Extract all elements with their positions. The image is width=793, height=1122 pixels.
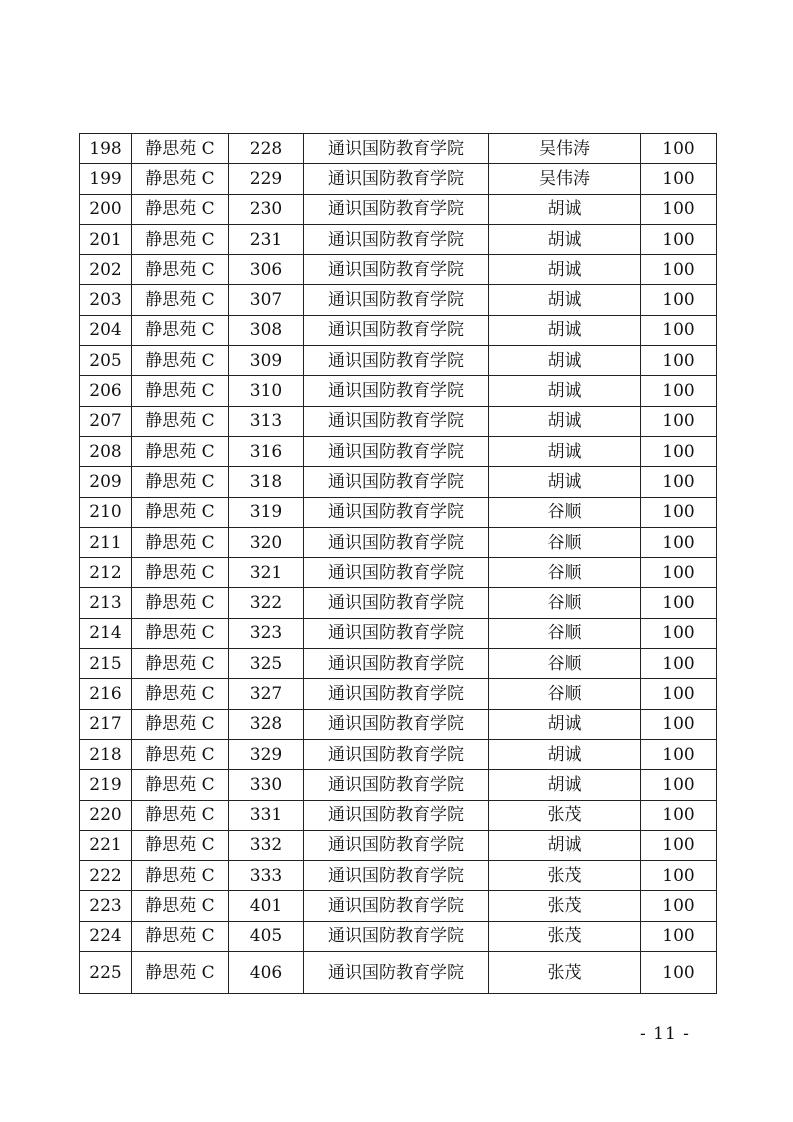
score-cell: 100 [641,285,717,315]
row-number-cell: 199 [80,164,132,194]
building-cell: 静思苑 C [132,436,229,466]
building-cell: 静思苑 C [132,891,229,921]
person-name-cell: 张茂 [489,861,641,891]
room-number-cell: 318 [229,467,304,497]
score-cell: 100 [641,588,717,618]
building-cell: 静思苑 C [132,134,229,164]
score-cell: 100 [641,497,717,527]
room-number-cell: 405 [229,921,304,951]
person-name-cell: 胡诚 [489,830,641,860]
row-number-cell: 218 [80,739,132,769]
room-number-cell: 332 [229,830,304,860]
person-name-cell: 胡诚 [489,770,641,800]
score-cell: 100 [641,618,717,648]
building-cell: 静思苑 C [132,558,229,588]
building-cell: 静思苑 C [132,194,229,224]
room-number-cell: 319 [229,497,304,527]
row-number-cell: 216 [80,679,132,709]
row-number-cell: 207 [80,406,132,436]
room-number-cell: 329 [229,739,304,769]
table-row [80,770,717,800]
building-cell: 静思苑 C [132,588,229,618]
person-name-cell: 谷顺 [489,588,641,618]
table-row [80,891,717,921]
person-name-cell: 谷顺 [489,558,641,588]
table-row [80,527,717,557]
person-name-cell: 谷顺 [489,527,641,557]
row-number-cell: 198 [80,134,132,164]
college-cell: 通识国防教育学院 [304,921,489,951]
table-row [80,255,717,285]
row-number-cell: 210 [80,497,132,527]
row-number-cell: 219 [80,770,132,800]
room-number-cell: 328 [229,709,304,739]
person-name-cell: 胡诚 [489,436,641,466]
table-row [80,285,717,315]
score-cell: 100 [641,436,717,466]
table-row [80,679,717,709]
person-name-cell: 胡诚 [489,709,641,739]
row-number-cell: 206 [80,376,132,406]
score-cell: 100 [641,315,717,345]
person-name-cell: 吴伟涛 [489,164,641,194]
college-cell: 通识国防教育学院 [304,224,489,254]
table-row [80,436,717,466]
building-cell: 静思苑 C [132,376,229,406]
building-cell: 静思苑 C [132,649,229,679]
college-cell: 通识国防教育学院 [304,376,489,406]
building-cell: 静思苑 C [132,406,229,436]
table-row [80,315,717,345]
college-cell: 通识国防教育学院 [304,618,489,648]
building-cell: 静思苑 C [132,921,229,951]
building-cell: 静思苑 C [132,346,229,376]
college-cell: 通识国防教育学院 [304,164,489,194]
person-name-cell: 胡诚 [489,194,641,224]
score-cell: 100 [641,770,717,800]
score-cell: 100 [641,921,717,951]
building-cell: 静思苑 C [132,255,229,285]
building-cell: 静思苑 C [132,285,229,315]
room-number-cell: 320 [229,527,304,557]
person-name-cell: 胡诚 [489,224,641,254]
table-row [80,588,717,618]
score-cell: 100 [641,406,717,436]
score-cell: 100 [641,679,717,709]
row-number-cell: 225 [80,952,132,994]
score-cell: 100 [641,891,717,921]
college-cell: 通识国防教育学院 [304,709,489,739]
building-cell: 静思苑 C [132,952,229,994]
score-cell: 100 [641,134,717,164]
table-row [80,921,717,951]
table-row [80,346,717,376]
table-row [80,194,717,224]
score-cell: 100 [641,376,717,406]
college-cell: 通识国防教育学院 [304,800,489,830]
building-cell: 静思苑 C [132,497,229,527]
building-cell: 静思苑 C [132,467,229,497]
row-number-cell: 201 [80,224,132,254]
college-cell: 通识国防教育学院 [304,861,489,891]
building-cell: 静思苑 C [132,679,229,709]
college-cell: 通识国防教育学院 [304,679,489,709]
building-cell: 静思苑 C [132,224,229,254]
room-number-cell: 331 [229,800,304,830]
person-name-cell: 吴伟涛 [489,134,641,164]
building-cell: 静思苑 C [132,800,229,830]
row-number-cell: 217 [80,709,132,739]
college-cell: 通识国防教育学院 [304,739,489,769]
person-name-cell: 胡诚 [489,315,641,345]
college-cell: 通识国防教育学院 [304,346,489,376]
college-cell: 通识国防教育学院 [304,315,489,345]
college-cell: 通识国防教育学院 [304,558,489,588]
room-number-cell: 309 [229,346,304,376]
person-name-cell: 谷顺 [489,497,641,527]
building-cell: 静思苑 C [132,830,229,860]
building-cell: 静思苑 C [132,861,229,891]
college-cell: 通识国防教育学院 [304,285,489,315]
row-number-cell: 209 [80,467,132,497]
table-row [80,406,717,436]
table-row [80,467,717,497]
person-name-cell: 胡诚 [489,255,641,285]
score-cell: 100 [641,800,717,830]
building-cell: 静思苑 C [132,770,229,800]
row-number-cell: 205 [80,346,132,376]
table-row [80,618,717,648]
college-cell: 通识国防教育学院 [304,467,489,497]
score-cell: 100 [641,558,717,588]
row-number-cell: 221 [80,830,132,860]
college-cell: 通识国防教育学院 [304,891,489,921]
person-name-cell: 张茂 [489,952,641,994]
room-number-cell: 322 [229,588,304,618]
room-number-cell: 230 [229,194,304,224]
table-row [80,830,717,860]
person-name-cell: 胡诚 [489,467,641,497]
room-number-cell: 330 [229,770,304,800]
room-number-cell: 321 [229,558,304,588]
score-cell: 100 [641,739,717,769]
person-name-cell: 张茂 [489,891,641,921]
page-number: - 11 - [640,1024,690,1044]
person-name-cell: 胡诚 [489,376,641,406]
person-name-cell: 胡诚 [489,346,641,376]
row-number-cell: 212 [80,558,132,588]
building-cell: 静思苑 C [132,164,229,194]
row-number-cell: 215 [80,649,132,679]
person-name-cell: 胡诚 [489,285,641,315]
row-number-cell: 222 [80,861,132,891]
room-number-cell: 327 [229,679,304,709]
row-number-cell: 208 [80,436,132,466]
table-row [80,739,717,769]
row-number-cell: 204 [80,315,132,345]
room-number-cell: 308 [229,315,304,345]
row-number-cell: 213 [80,588,132,618]
person-name-cell: 谷顺 [489,679,641,709]
table-row [80,558,717,588]
table-row [80,709,717,739]
room-number-cell: 231 [229,224,304,254]
row-number-cell: 223 [80,891,132,921]
row-number-cell: 220 [80,800,132,830]
row-number-cell: 211 [80,527,132,557]
college-cell: 通识国防教育学院 [304,588,489,618]
room-number-cell: 333 [229,861,304,891]
college-cell: 通识国防教育学院 [304,527,489,557]
score-cell: 100 [641,194,717,224]
person-name-cell: 谷顺 [489,618,641,648]
room-number-cell: 401 [229,891,304,921]
room-number-cell: 323 [229,618,304,648]
table-row [80,497,717,527]
room-number-cell: 228 [229,134,304,164]
table-body [80,134,717,994]
table-row [80,800,717,830]
score-cell: 100 [641,255,717,285]
score-cell: 100 [641,830,717,860]
score-cell: 100 [641,467,717,497]
row-number-cell: 202 [80,255,132,285]
building-cell: 静思苑 C [132,709,229,739]
table-row [80,649,717,679]
score-cell: 100 [641,164,717,194]
score-cell: 100 [641,527,717,557]
row-number-cell: 203 [80,285,132,315]
college-cell: 通识国防教育学院 [304,406,489,436]
table-row [80,376,717,406]
college-cell: 通识国防教育学院 [304,134,489,164]
room-number-cell: 313 [229,406,304,436]
room-number-cell: 310 [229,376,304,406]
score-cell: 100 [641,649,717,679]
college-cell: 通识国防教育学院 [304,436,489,466]
room-number-cell: 325 [229,649,304,679]
row-number-cell: 200 [80,194,132,224]
person-name-cell: 胡诚 [489,406,641,436]
college-cell: 通识国防教育学院 [304,255,489,285]
table-row [80,224,717,254]
row-number-cell: 214 [80,618,132,648]
building-cell: 静思苑 C [132,527,229,557]
college-cell: 通识国防教育学院 [304,649,489,679]
score-cell: 100 [641,709,717,739]
table-row [80,134,717,164]
person-name-cell: 谷顺 [489,649,641,679]
table-row [80,861,717,891]
row-number-cell: 224 [80,921,132,951]
room-number-cell: 306 [229,255,304,285]
score-cell: 100 [641,952,717,994]
table-row [80,164,717,194]
room-number-cell: 406 [229,952,304,994]
building-cell: 静思苑 C [132,315,229,345]
score-cell: 100 [641,224,717,254]
college-cell: 通识国防教育学院 [304,497,489,527]
room-number-cell: 229 [229,164,304,194]
college-cell: 通识国防教育学院 [304,770,489,800]
person-name-cell: 胡诚 [489,739,641,769]
room-number-cell: 316 [229,436,304,466]
score-cell: 100 [641,346,717,376]
room-number-cell: 307 [229,285,304,315]
college-cell: 通识国防教育学院 [304,194,489,224]
table-row [80,952,717,994]
college-cell: 通识国防教育学院 [304,830,489,860]
dormitory-table [79,133,717,994]
building-cell: 静思苑 C [132,739,229,769]
building-cell: 静思苑 C [132,618,229,648]
college-cell: 通识国防教育学院 [304,952,489,994]
score-cell: 100 [641,861,717,891]
person-name-cell: 张茂 [489,921,641,951]
person-name-cell: 张茂 [489,800,641,830]
